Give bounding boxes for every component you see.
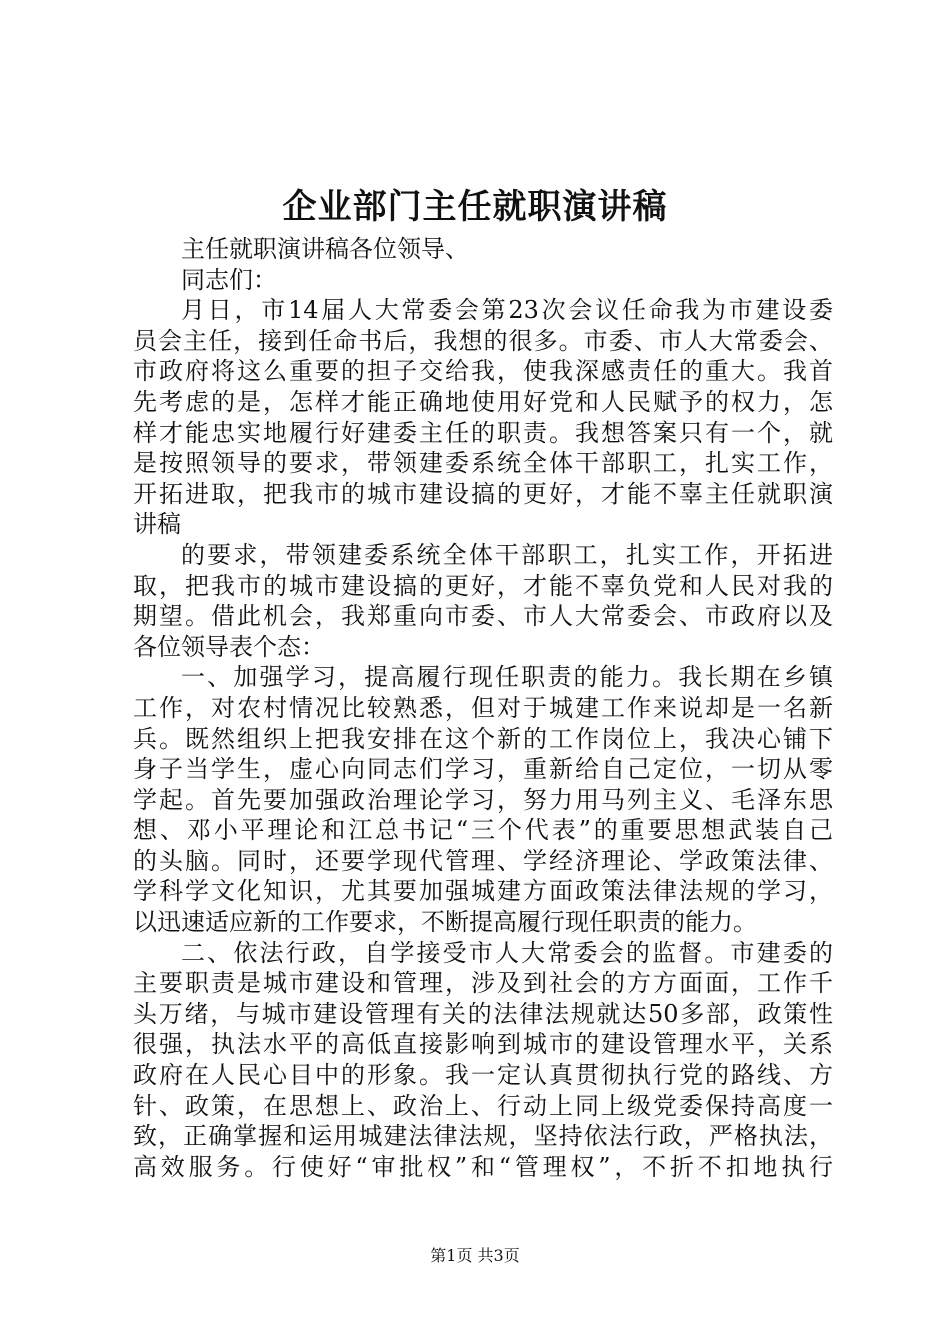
text-line: 同志们：: [181, 265, 277, 294]
text-line: 样才能忠实地履行好建委主任的职责。我想答案只有一个，就: [133, 418, 833, 447]
text-line: 兵。既然组织上把我安排在这个新的工作岗位上，我决心铺下: [133, 724, 833, 753]
text-line: 主任就职演讲稿各位领导、: [181, 235, 469, 263]
text-line: 市政府将这么重要的担子交给我，使我深感责任的重大。我首: [133, 357, 833, 386]
text-line: 期望。借此机会，我郑重向市委、市人大常委会、市政府以及: [133, 602, 833, 631]
text-line: 高效服务。行使好“审批权”和“管理权”，不折不扣地执行: [133, 1152, 833, 1181]
text-line: 主要职责是城市建设和管理，涉及到社会的方方面面，工作千: [133, 969, 833, 998]
text-line: 的头脑。同时，还要学现代管理、学经济理论、学政策法律、: [133, 846, 833, 875]
text-line: 针、政策，在思想上、政治上、行动上同上级党委保持高度一: [133, 1091, 833, 1120]
text-line: 以迅速适应新的工作要求，不断提高履行现任职责的能力。: [133, 908, 757, 937]
text-line: 一、加强学习，提高履行现任职责的能力。我长期在乡镇: [181, 663, 833, 692]
text-line: 头万绪，与城市建设管理有关的法律法规就达50多部，政策性: [133, 999, 833, 1028]
text-line: 讲稿: [133, 510, 181, 539]
text-line: 员会主任，接到任命书后，我想的很多。市委、市人大常委会、: [133, 326, 833, 355]
text-line: 学科学文化知识，尤其要加强城建方面政策法律法规的学习，: [133, 877, 833, 906]
text-line: 致，正确掌握和运用城建法律法规，坚持依法行政，严格执法，: [133, 1122, 833, 1151]
text-line: 想、邓小平理论和江总书记“三个代表”的重要思想武装自己: [133, 816, 833, 845]
text-line: 很强，执法水平的高低直接影响到城市的建设管理水平，关系: [133, 1030, 833, 1059]
text-line: 学起。首先要加强政治理论学习，努力用马列主义、毛泽东思: [133, 785, 833, 814]
text-line: 的要求，带领建委系统全体干部职工，扎实工作，开拓进: [181, 540, 833, 569]
text-line: 工作，对农村情况比较熟悉，但对于城建工作来说却是一名新: [133, 693, 833, 722]
text-line: 先考虑的是，怎样才能正确地使用好党和人民赋予的权力，怎: [133, 387, 833, 416]
text-line: 开拓进取，把我市的城市建设搞的更好，才能不辜主任就职演: [133, 479, 833, 508]
text-line: 是按照领导的要求，带领建委系统全体干部职工，扎实工作，: [133, 449, 833, 478]
document-title: 企业部门主任就职演讲稿: [282, 187, 668, 227]
text-line: 二、依法行政，自学接受市人大常委会的监督。市建委的: [181, 938, 833, 967]
document-body: [133, 234, 833, 1182]
text-line: 身子当学生，虚心向同志们学习，重新给自己定位，一切从零: [133, 755, 833, 784]
text-line: 月日，市14届人大常委会第23次会议任命我为市建设委: [181, 296, 833, 325]
page-footer: 第1页 共3页: [430, 1246, 520, 1265]
text-line: 取，把我市的城市建设搞的更好，才能不辜负党和人民对我的: [133, 571, 833, 600]
text-line: 政府在人民心目中的形象。我一定认真贯彻执行党的路线、方: [133, 1061, 833, 1090]
text-line: 各位领导表个态：: [133, 632, 325, 661]
